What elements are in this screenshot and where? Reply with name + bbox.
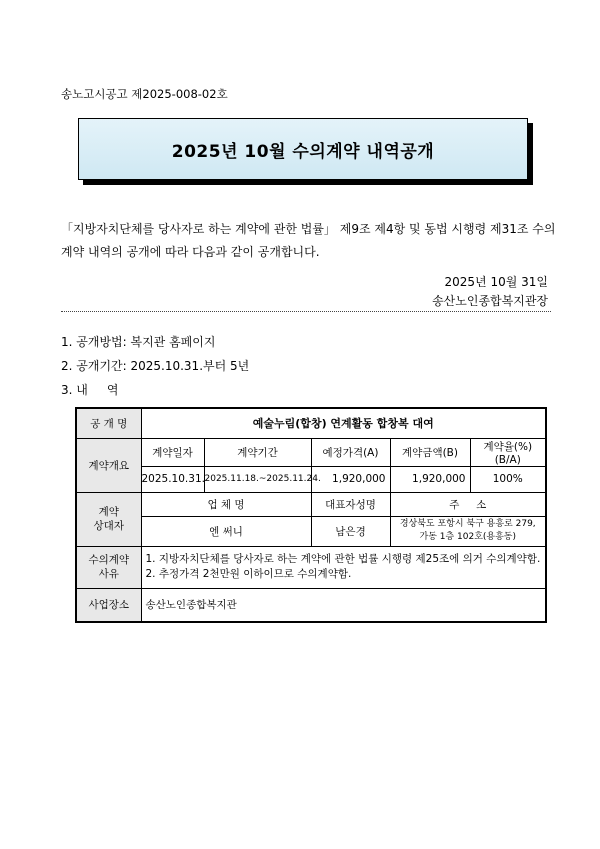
reason-line-1: 1. 지방자치단체를 당사자로 하는 계약에 관한 법률 시행령 제25조에 의거 수의계약함. [145, 553, 541, 565]
contract-table [75, 407, 547, 623]
party-address: 경상북도 포항시 북구 용흥로 279, 가동 1층 102호(용흥동) [390, 516, 546, 546]
contract-label: 계약개요 [76, 438, 141, 492]
location-label: 사업장소 [76, 588, 141, 622]
party-header-address: 주 소 [390, 492, 546, 516]
item-disclosure-period: 2. 공개기간: 2025.10.31.부터 5년 [61, 359, 250, 373]
contract-header-estimated-price: 예정가격(A) [311, 438, 390, 466]
location-value: 송산노인종합복지관 [141, 588, 546, 622]
party-label: 계약 상대자 [76, 492, 141, 546]
contract-header-contract-amount: 계약금액(B) [390, 438, 470, 466]
organization-name: 송산노인종합복지관장 [432, 294, 548, 308]
contract-period: 2025.11.18.~2025.11.24. [204, 466, 311, 492]
party-header-company: 업 체 명 [141, 492, 311, 516]
reason-label: 수의계약 사유 [76, 546, 141, 588]
contract-date: 2025.10.31. [141, 466, 204, 492]
item-disclosure-method: 1. 공개방법: 복지관 홈페이지 [61, 335, 216, 349]
title-banner [78, 118, 528, 180]
contract-rate: 100% [470, 466, 546, 492]
party-company: 엔 써니 [141, 516, 311, 546]
intro-paragraph: 「지방자치단체를 당사자로 하는 계약에 관한 법률」 제9조 제4항 및 동법 시행령 제31조 수의계약 내역의 공개에 따라 다음과 같이 공개합니다. [61, 222, 556, 259]
contract-header-period: 계약기간 [204, 438, 311, 466]
party-representative: 남은경 [311, 516, 390, 546]
notice-date: 2025년 10월 31일 [444, 275, 548, 289]
name-value: 예술누림(합창) 연계활동 합창복 대여 [141, 408, 546, 438]
contract-amount: 1,920,000 [390, 466, 470, 492]
party-header-representative: 대표자성명 [311, 492, 390, 516]
item-details: 3. 내 역 [61, 383, 119, 397]
name-label: 공 개 명 [76, 408, 141, 438]
reason-cell [141, 546, 546, 588]
dotted-divider [61, 311, 551, 312]
page-title: 2025년 10월 수의계약 내역공개 [78, 118, 528, 180]
reason-line-2: 2. 추정가격 2천만원 이하이므로 수의계약함. [145, 568, 352, 580]
estimated-price: 1,920,000 [311, 466, 390, 492]
notice-number: 송노고시공고 제2025-008-02호 [61, 87, 228, 101]
contract-header-rate: 계약율(%)(B/A) [470, 438, 546, 466]
contract-header-date: 계약일자 [141, 438, 204, 466]
